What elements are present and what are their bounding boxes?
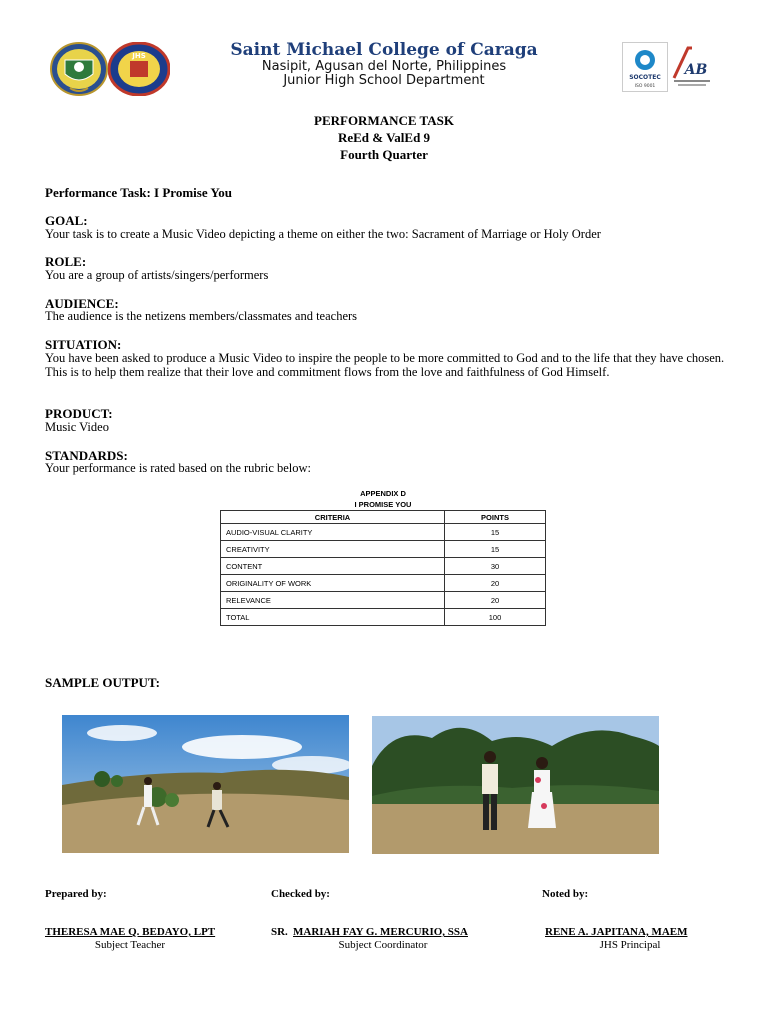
school-logo xyxy=(50,42,108,96)
ab-cert-logo xyxy=(668,42,716,92)
sample-output-label: SAMPLE OUTPUT: xyxy=(45,675,160,690)
audience-text: The audience is the netizens members/classmates and teachers xyxy=(45,309,358,323)
standards-text: Your performance is rated based on the rubric below: xyxy=(45,461,312,475)
doc-quarter: Fourth Quarter xyxy=(340,147,428,162)
table-row xyxy=(221,541,546,558)
product-label: PRODUCT: xyxy=(45,406,113,421)
audience-label: AUDIENCE: xyxy=(45,296,119,311)
svg-text:JHS: JHS xyxy=(132,52,146,60)
rubric-image xyxy=(218,485,548,635)
table-row xyxy=(221,592,546,609)
rubric-table xyxy=(220,510,546,626)
points-cell: 100 xyxy=(445,609,546,626)
points-cell: 15 xyxy=(445,524,546,541)
noted-by-name: RENE A. JAPITANA, MAEM xyxy=(545,926,688,938)
school-name: Saint Michael College of Caraga xyxy=(230,40,538,60)
role-text: You are a group of artists/singers/performers xyxy=(45,268,269,282)
role-label: ROLE: xyxy=(45,254,87,269)
prepared-by-name: THERESA MAE Q. BEDAYO, LPT xyxy=(45,926,216,938)
rubric-col-points: POINTS xyxy=(445,511,546,524)
rubric-title: APPENDIX D xyxy=(360,489,406,498)
table-row xyxy=(221,558,546,575)
rubric-header-row xyxy=(221,511,546,524)
checked-by-name: MARIAH FAY G. MERCURIO, SSA xyxy=(293,926,468,938)
points-cell: 20 xyxy=(445,575,546,592)
product-text: Music Video xyxy=(45,420,109,434)
sample-photo-couple xyxy=(372,716,659,854)
criteria-cell: ORIGINALITY OF WORK xyxy=(221,575,445,592)
svg-text:ISO 9001: ISO 9001 xyxy=(634,84,656,89)
jhs-seal xyxy=(108,42,170,96)
criteria-cell: CREATIVITY xyxy=(221,541,445,558)
noted-by-label: Noted by: xyxy=(542,888,589,900)
prepared-by-role: Subject Teacher xyxy=(94,939,166,951)
criteria-cell: RELEVANCE xyxy=(221,592,445,609)
svg-text:SOCOTEC: SOCOTEC xyxy=(629,74,661,81)
situation-text: You have been asked to produce a Music Video to inspire the people to be more committed to God and to the life that they have chosen. This is to help them realize that their love and commitment flows from the love and faithfulness of God Himself. xyxy=(45,351,725,379)
points-cell: 30 xyxy=(445,558,546,575)
school-address: Nasipit, Agusan del Norte, Philippines xyxy=(261,59,507,74)
socotec-cert-logo xyxy=(622,42,668,92)
doc-title: PERFORMANCE TASK xyxy=(314,113,454,128)
criteria-cell: TOTAL xyxy=(221,609,445,626)
prepared-by-label: Prepared by: xyxy=(45,888,107,900)
rubric-col-criteria: CRITERIA xyxy=(221,511,445,524)
goal-label: GOAL: xyxy=(45,213,88,228)
checked-by-label: Checked by: xyxy=(271,888,330,900)
criteria-cell: AUDIO-VISUAL CLARITY xyxy=(221,524,445,541)
checked-by-prefix: SR. xyxy=(271,926,288,938)
noted-by-role: JHS Principal xyxy=(599,939,661,951)
svg-text:AB: AB xyxy=(684,62,708,78)
goal-text: Your task is to create a Music Video depicting a theme on either the two: Sacrament of Marriage or Holy Order xyxy=(45,227,601,241)
situation-label: SITUATION: xyxy=(45,337,122,352)
points-cell: 15 xyxy=(445,541,546,558)
standards-label: STANDARDS: xyxy=(45,448,128,463)
table-row xyxy=(221,609,546,626)
task-heading: Performance Task: I Promise You xyxy=(45,185,233,200)
points-cell: 20 xyxy=(445,592,546,609)
school-department: Junior High School Department xyxy=(283,73,485,88)
criteria-cell: CONTENT xyxy=(221,558,445,575)
table-row xyxy=(221,575,546,592)
doc-subject: ReEd & ValEd 9 xyxy=(337,130,431,145)
checked-by-role: Subject Coordinator xyxy=(338,939,428,951)
rubric-subtitle: I PROMISE YOU xyxy=(354,500,412,509)
table-row xyxy=(221,524,546,541)
sample-photo-dance xyxy=(62,715,349,853)
